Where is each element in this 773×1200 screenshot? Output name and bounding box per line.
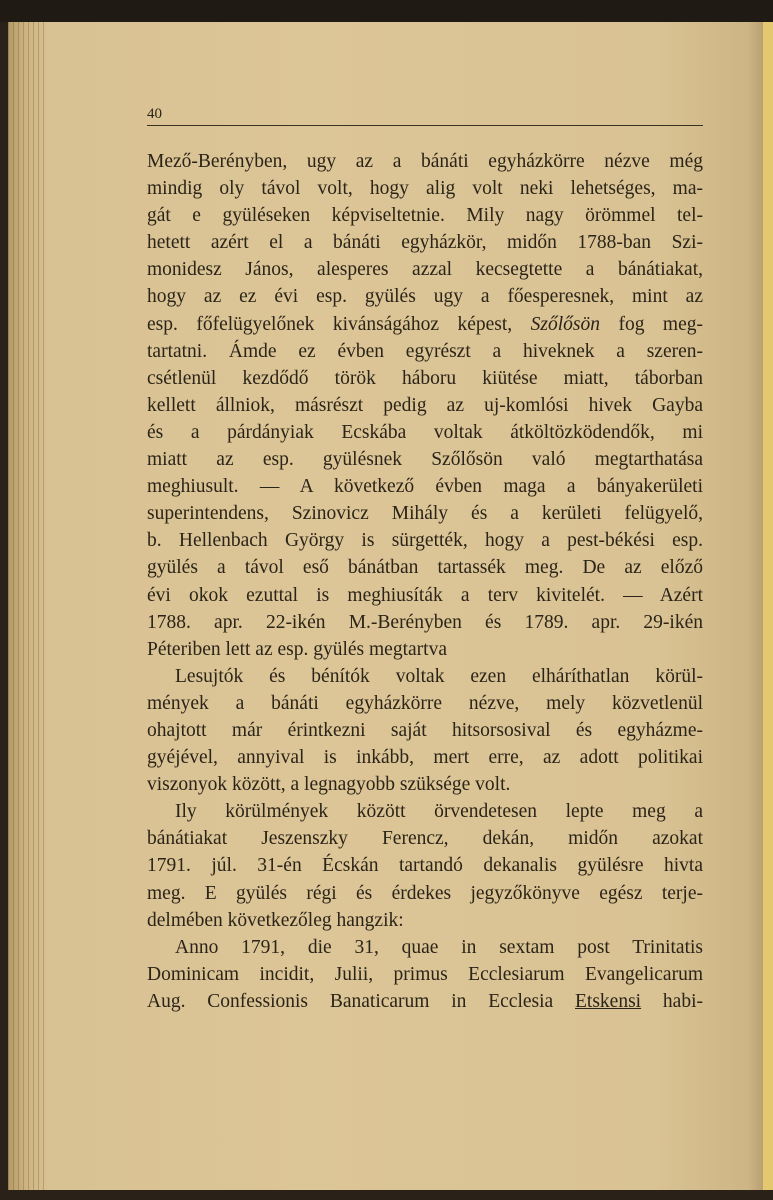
text-line: kellett állniok, másrészt pedig az uj-komlósi hivek Gayba (147, 394, 703, 416)
scan-top-border (0, 0, 773, 22)
text-line: miatt az esp. gyülésnek Szőlősön való megtarthatása (147, 449, 703, 471)
text-span: habi- (641, 990, 703, 1012)
text-line: gyülés a távol eső bánátban tartassék meg. De az előző (147, 557, 703, 579)
text-line: monidesz János, alesperes azzal kecsegtette a bánátiakat, (147, 259, 703, 281)
text-line (147, 311, 703, 338)
text-line: meghiusult. — A következő évben maga a bányakerületi (147, 476, 703, 498)
text-line: 1788. apr. 22-ikén M.-Berényben és 1789. apr. 29-ikén (147, 611, 703, 633)
text-line: bánátiakat Jeszenszky Ferencz, dekán, midőn azokat (147, 828, 703, 850)
text-line: évi okok ezuttal is meghiusíták a terv kivitelét. — Azért (147, 584, 703, 606)
text-line: mények a bánáti egyházkörre nézve, mely közvetlenül (147, 692, 703, 714)
text-line: Ily körülmények között örvendetesen lepte meg a (175, 801, 703, 823)
header-rule (147, 125, 703, 126)
text-span: Aug. Confessionis Banaticarum in Ecclesia (147, 990, 576, 1012)
page-number: 40 (147, 106, 162, 122)
text-span: esp. főfelügyelőnek kivánságához képest, (147, 313, 531, 335)
text-line (147, 988, 703, 1015)
page-stack-edge (8, 22, 46, 1190)
text-line: Dominicam incidit, Julii, primus Ecclesiarum Evangelicarum (147, 963, 703, 985)
text-line: hogy az ez évi esp. gyülés ugy a főesperesnek, mint az (147, 286, 703, 308)
text-span: fog meg- (599, 313, 703, 335)
text-line: hetett azért el a bánáti egyházkör, midőn 1788-ban Szi- (147, 232, 703, 254)
text-line: és a párdányiak Ecskába voltak átköltözködendők, mi (147, 421, 703, 443)
text-line: csétlenül kezdődő török háboru kiütése miatt, táborban (147, 367, 703, 389)
body-text (147, 148, 703, 1015)
text-line: 1791. júl. 31-én Écskán tartandó dekanalis gyülésre hivta (147, 855, 703, 877)
text-line: Mező-Berényben, ugy az a bánáti egyházkörre nézve még (147, 151, 703, 172)
text-line: ohajtott már érintkezni saját hitsorsosival és egyházme- (147, 719, 703, 741)
italic-place-name: Szőlősön (530, 313, 600, 335)
text-line: b. Hellenbach György is sürgették, hogy a pest-békési esp. (147, 530, 703, 552)
text-line: gyéjével, annyival is inkább, mert erre, az adott politikai (147, 747, 703, 769)
text-line: superintendens, Szinovicz Mihály és a kerületi felügyelő, (147, 503, 703, 525)
text-line: viszonyok között, a legnagyobb szüksége volt. (147, 774, 511, 796)
text-line: mindig oly távol volt, hogy alig volt neki lehetséges, ma- (147, 178, 703, 200)
text-line: meg. E gyülés régi és érdekes jegyzőkönyve egész terje- (147, 882, 703, 904)
text-line: tartatni. Ámde ez évben egyrészt a hiveknek a szeren- (147, 340, 703, 362)
text-line: Péteriben lett az esp. gyülés megtartva (147, 638, 447, 660)
text-line: delmében következőleg hangzik: (147, 909, 404, 931)
scan-right-edge (763, 22, 773, 1190)
text-line: Lesujtók és bénítók voltak ezen elháríthatlan körül- (175, 665, 703, 687)
underlined-word: Etskensi (575, 990, 642, 1012)
text-line: Anno 1791, die 31, quae in sextam post Trinitatis (175, 936, 703, 958)
text-line: gát e gyüléseken képviseltetnie. Mily nagy örömmel tel- (147, 205, 703, 227)
